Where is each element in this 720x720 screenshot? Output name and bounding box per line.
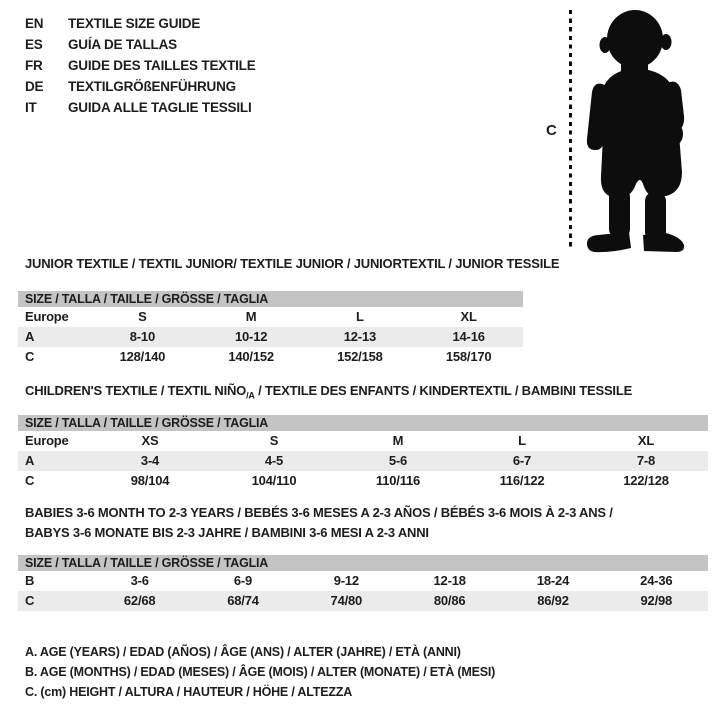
row-label: Europe — [25, 309, 69, 324]
size-cell: 80/86 — [433, 593, 466, 608]
row-label: B — [25, 573, 35, 588]
size-cell: 92/98 — [640, 593, 673, 608]
size-cell: 7-8 — [636, 453, 656, 468]
size-cell: L — [518, 433, 526, 448]
size-cell: 152/158 — [337, 349, 383, 364]
babies-title-line2: BABYS 3-6 MONATE BIS 2-3 JAHRE / BAMBINI 3-6 MESI A 2-3 ANNI — [25, 525, 429, 540]
language-label: GUIDA ALLE TAGLIE TESSILI — [68, 100, 252, 115]
language-code: FR — [25, 58, 43, 73]
size-cell: 3-4 — [140, 453, 160, 468]
size-cell: S — [138, 309, 147, 324]
size-cell: 122/128 — [623, 473, 669, 488]
language-code: DE — [25, 79, 44, 94]
row-label: C — [25, 473, 35, 488]
children-title-post: / TEXTILE DES ENFANTS / KINDERTEXTIL / BAMBINI TESSILE — [254, 383, 633, 398]
size-cell: 14-16 — [452, 329, 485, 344]
size-cell: 68/74 — [227, 593, 259, 608]
children-size-table — [18, 415, 708, 491]
size-cell: XL — [637, 433, 655, 448]
language-label: GUIDE DES TAILLES TEXTILE — [68, 58, 256, 73]
row-label: Europe — [25, 433, 69, 448]
size-cell: 116/122 — [499, 473, 545, 488]
row-label: A — [25, 453, 35, 468]
children-title-pre: CHILDREN'S TEXTILE / TEXTIL NIÑO — [25, 383, 247, 398]
size-cell: 10-12 — [235, 329, 268, 344]
size-header-bar: SIZE / TALLA / TAILLE / GRÖSSE / TAGLIA — [18, 555, 708, 571]
language-row-en — [25, 13, 256, 34]
table-row-c — [18, 347, 523, 367]
table-row-b — [18, 571, 708, 591]
language-row-es — [25, 34, 256, 55]
language-code: IT — [25, 100, 37, 115]
size-cell: 128/140 — [119, 349, 166, 364]
legend-line-b: B. AGE (MONTHS) / EDAD (MESES) / ÂGE (MOIS) / ALTER (MONATE) / ETÀ (MESI) — [25, 665, 496, 679]
section-title-children — [25, 381, 632, 406]
size-cell: 8-10 — [129, 329, 155, 344]
table-row-a — [18, 451, 708, 471]
height-measure-line — [569, 10, 572, 251]
size-cell: 104/110 — [251, 473, 297, 488]
language-code: EN — [25, 16, 44, 31]
size-cell: L — [356, 309, 364, 324]
language-label: TEXTILE SIZE GUIDE — [68, 16, 201, 31]
size-cell: 4-5 — [264, 453, 284, 468]
size-cell: 158/170 — [445, 349, 492, 364]
language-row-fr — [25, 55, 256, 76]
table-row-europe — [18, 307, 523, 327]
size-cell: M — [392, 433, 404, 448]
language-label: TEXTILGRÖßENFÜHRUNG — [68, 79, 236, 94]
height-measure-label: C — [546, 122, 557, 139]
size-cell: 12-18 — [433, 573, 466, 588]
size-header-bar: SIZE / TALLA / TAILLE / GRÖSSE / TAGLIA — [18, 291, 523, 307]
size-cell: XL — [460, 309, 477, 324]
junior-size-table — [18, 291, 523, 367]
size-cell: 24-36 — [640, 573, 673, 588]
legend-line-c: C. (cm) HEIGHT / ALTURA / HAUTEUR / HÖHE / ALTEZZA — [25, 685, 353, 699]
size-cell: 140/152 — [228, 349, 274, 364]
size-cell: 98/104 — [130, 473, 170, 488]
size-cell: M — [245, 309, 257, 324]
size-cell: 18-24 — [536, 573, 570, 588]
row-label: C — [25, 349, 35, 364]
size-cell: 12-13 — [343, 329, 376, 344]
table-row-europe — [18, 431, 708, 451]
row-label: A — [25, 329, 35, 344]
language-row-de — [25, 76, 256, 97]
size-cell: 3-6 — [130, 573, 149, 588]
babies-title-line1: BABIES 3-6 MONTH TO 2-3 YEARS / BEBÉS 3-6 MESES A 2-3 AÑOS / BÉBÉS 3-6 MOIS À 2-3 ANS / — [25, 505, 613, 520]
size-cell: 74/80 — [330, 593, 363, 608]
size-header-bar: SIZE / TALLA / TAILLE / GRÖSSE / TAGLIA — [18, 415, 708, 431]
size-cell: XS — [141, 433, 159, 448]
language-label: GUÍA DE TALLAS — [68, 37, 177, 52]
table-row-c — [18, 471, 708, 491]
row-label: C — [25, 593, 35, 608]
size-cell: 9-12 — [333, 573, 359, 588]
size-cell: 5-6 — [388, 453, 408, 468]
size-cell: 86/92 — [537, 593, 569, 608]
section-title-junior: JUNIOR TEXTILE / TEXTIL JUNIOR/ TEXTILE JUNIOR / JUNIORTEXTIL / JUNIOR TESSILE — [25, 256, 560, 271]
toddler-silhouette — [578, 8, 700, 254]
size-cell: 110/116 — [375, 473, 421, 488]
language-code: ES — [25, 37, 43, 52]
language-row-it — [25, 97, 256, 118]
size-cell: S — [269, 433, 279, 448]
size-cell: 6-7 — [512, 453, 532, 468]
size-cell: 6-9 — [233, 573, 253, 588]
legend — [25, 642, 495, 702]
legend-line-a: A. AGE (YEARS) / EDAD (AÑOS) / ÂGE (ANS) / ALTER (JAHRE) / ETÀ (ANNI) — [25, 645, 461, 659]
table-row-c — [18, 591, 708, 611]
babies-size-table — [18, 555, 708, 611]
language-list — [25, 13, 256, 118]
size-cell: 62/68 — [123, 593, 156, 608]
table-row-a — [18, 327, 523, 347]
section-title-babies — [25, 503, 613, 543]
children-title-subscript: /A — [246, 390, 255, 401]
